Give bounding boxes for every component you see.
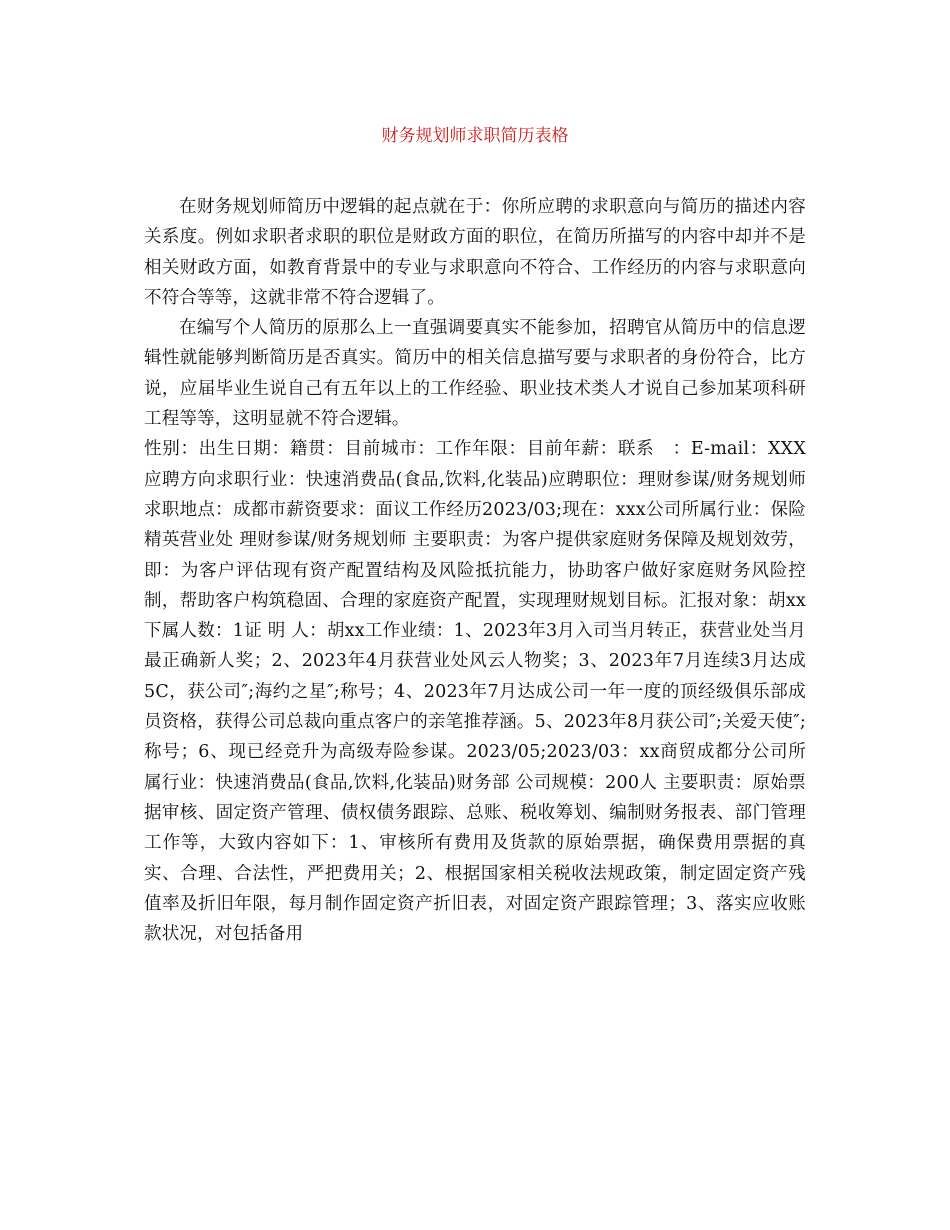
paragraph-2: 在编写个人简历的原那么上一直强调要真实不能参加，招聘官从简历中的信息逻辑性就能够判断简历是否真实。简历中的相关信息描写要与求职者的身份符合，比方说，应届毕业生说自己有五年以上的工作经验、职业技术类人才说自己参加某项科研工程等等，这明显就不符合逻辑。: [144, 318, 806, 430]
document-body: [144, 192, 842, 949]
document-title: 财务规划师求职简历表格: [381, 126, 569, 146]
paragraph-3: 性别：出生日期：籍贯：目前城市：工作年限：目前年薪：联系 ：E-mail：XXX 应聘方向求职行业：快速消费品(食品,饮料,化装品)应聘职位：理财参谋/财务规划师求职地点：成都市薪资要求：面议工作经历2023/03;现在：xxx公司所属行业：保险精英营业处 理财参谋/财务规划师 主要职责：为客户提供家庭财务保障及规划效劳，即：为客户评估现有资产配置结构及风险抵抗能力，协助客户做好家庭财务风险控制，帮助客户构筑稳固、合理的家庭资产配置，实现理财规划目标。汇报对象：胡xx下属人数：1证 明 人：胡xx工作业绩：1、2023年3月入司当月转正，获营业处当月最正确新人奖；2、2023年4月获营业处风云人物奖；3、2023年7月连续3月达成5C，获公司″;海约之星″;称号；4、2023年7月达成公司一年一度的顶经级俱乐部成员资格，获得公司总裁向重点客户的亲笔推荐涵。5、2023年8月获公司″;关爱天使″;称号；6、现已经竞升为高级寿险参谋。2023/05;2023/03：xx商贸成都分公司所属行业：快速消费品(食品,饮料,化装品)财务部 公司规模：200人 主要职责：原始票据审核、固定资产管理、债权债务跟踪、总账、税收筹划、编制财务报表、部门管理工作等，大致内容如下：1、审核所有费用及货款的原始票据，确保费用票据的真实、合理、合法性，严把费用关；2、根据国家相关税收法规政策，制定固定资产残值率及折旧年限，每月制作固定资产折旧表，对固定资产跟踪管理；3、落实应收账款状况，对包括备用: [144, 439, 842, 945]
paragraph-1: 在财务规划师简历中逻辑的起点就在于：你所应聘的求职意向与简历的描述内容关系度。例如求职者求职的职位是财政方面的职位，在简历所描写的内容中却并不是相关财政方面，如教育背景中的专业与求职意向不符合、工作经历的内容与求职意向不符合等等，这就非常不符合逻辑了。: [144, 197, 806, 308]
